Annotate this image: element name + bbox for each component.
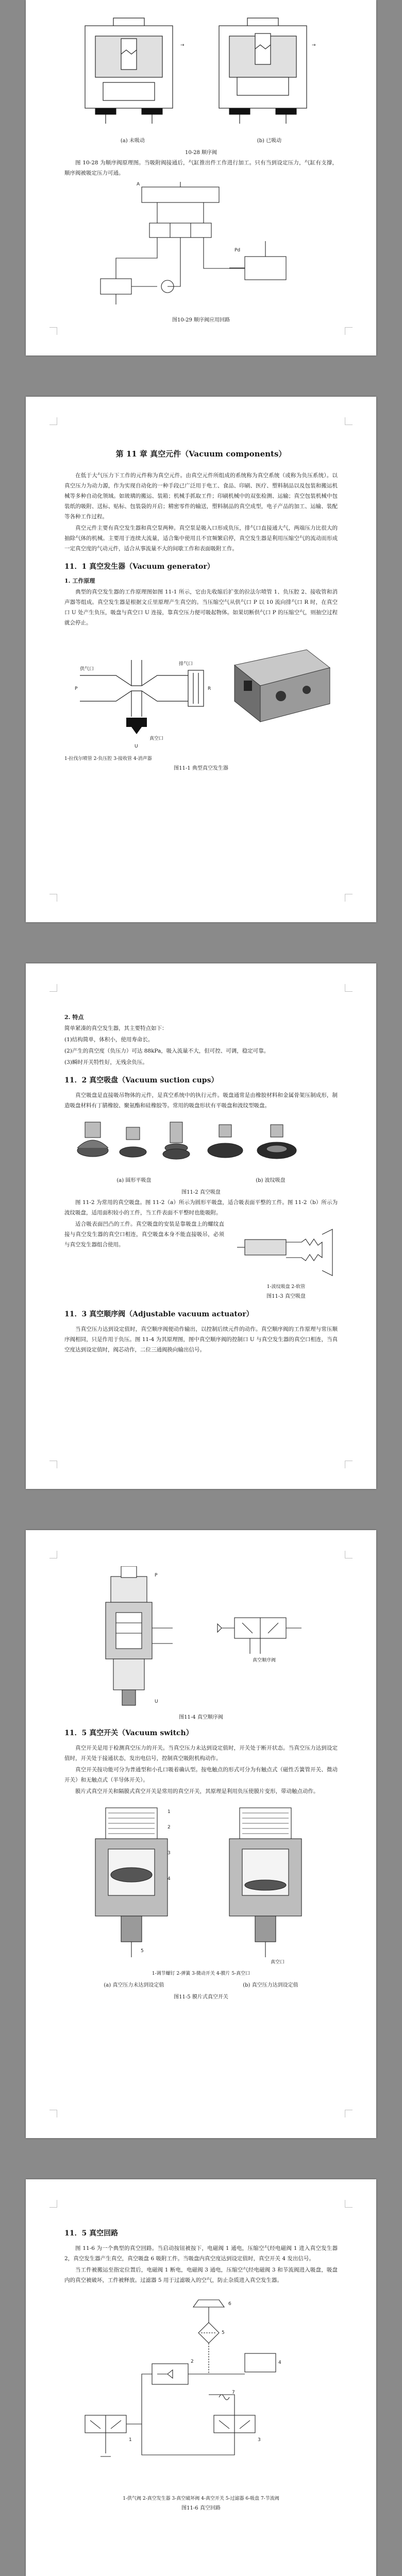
paragraph: 典型的真空发生器的工作原理图如图 11-1 所示，它由先收缩后扩张的拉法尔喷管 1、负压腔 2、接收管和消声器等组成。真空发生器是根据文丘里原理产生真空的。当压缩空气从供气口 P 以 10 流向排气口 R 时，在真空口 U 处产生负压，吸盘与真空口 U 连接，靠真空压力便可吸起物体。如果切断供气口 P 的压缩空气，则抽空过程就会停止。	[64, 589, 338, 626]
svg-text:6: 6	[228, 2301, 231, 2307]
fig-label-a: (a) 圆形平吸盘	[116, 1178, 152, 1183]
feature-item: 简单紧凑的真空发生器，其主要特点如下：	[64, 1025, 167, 1031]
vacuum-generator-figure	[64, 629, 338, 753]
sequence-valve-figure	[64, 15, 338, 134]
subsection-heading: 1. 工作原理	[64, 578, 95, 584]
paragraph: 真空开关是用于检测真空压力的开关。当真空压力未达到设定值时，开关处于断开状态。当真空压力达到设定值时，开关处于接通状态，发出电信号，控制真空吸附机构动作。	[64, 1745, 338, 1761]
paragraph: 真空元件主要有真空发生器和真空泵两种。真空泵是吸入口形成负压，排气口直接通大气，两端压力比很大的抽除气体的机械。主要用于连续大流量，适合集中使用且不宜频繁启停，真空发生器是利用压缩空气的流动而形成一定真空度的气动元件，适合从事流量不大的间歇工作和表面吸附工作。	[64, 525, 338, 552]
section-heading: 11．2 真空吸盘（Vacuum suction cups）	[64, 1076, 219, 1084]
fig-label-a: (a) 未吸动	[120, 138, 145, 144]
svg-text:3: 3	[167, 1851, 171, 1856]
paragraph: 真空吸盘是直接吸吊物体的元件，是真空系统中的执行元件。吸盘通常是由橡胶材料和金属骨架压制成形，制造吸盘材料有丁腈橡胶、聚氨酯和硅橡胶等。常用的吸盘形状有平吸盘和波纹型吸盘。	[64, 1092, 338, 1109]
feature-item: (3)瞬时开关特性好，无残余负压。	[64, 1059, 148, 1065]
subsection-heading: 2. 特点	[64, 1014, 84, 1021]
figure-caption: 图10-29 顺序阀应用回路	[172, 317, 230, 323]
paragraph: 膜片式真空开关和隔膜式真空开关是常用的真空开关，其原理是利用负压使膜片变形，带动触点动作。	[75, 1788, 319, 1794]
paragraph: 当真空压力达到设定值时，真空顺序阀便动作输出，以控制后续元件的动作。真空顺序阀的工作原理与常压顺序阀相同，只是作用于负压。图 11-4 为其原理图，图中真空顺序阀的控制口 U 与真空发生器的真空口相连，当真空度达到设定值时，阀芯动作，二位三通阀换向输出信号。	[64, 1326, 338, 1353]
svg-text:7: 7	[232, 2390, 235, 2395]
figure-caption: 图11-5 膜片式真空开关	[174, 1994, 228, 2000]
paragraph: 适合吸表面凹凸的工件。真空吸盘的安装是靠吸盘上的螺纹直接与真空发生器的真空口相连，真空吸盘本身不能直接吸吊，必须与真空发生器组合使用。	[64, 1221, 224, 1248]
figure-caption: 10-28 顺序阀	[185, 150, 217, 156]
paragraph: 在低于大气压力下工作的元件称为真空元件。由真空元件所组成的系统称为真空系统（或称为负压系统）。以真空压力为动力源，作为实现自动化的一种手段已广泛用于电工、食品、印刷、医疗、塑料制品以及包装和搬运机械等多种自动化领域。如玻璃的搬运、装箱；机械手抓取工件；印刷机械中的双张检测、运输；真空包装机械中包装纸的吸附、送标、贴标、包装袋的开启；精密零件的输送，塑料制品的真空成型，电子产品的加工、运输、装配等各种工作过程。	[64, 472, 338, 520]
svg-text:2: 2	[191, 2359, 194, 2364]
callout-vacuum: 真空口	[271, 1960, 285, 1965]
page-5	[26, 2179, 376, 2576]
svg-text:Pd: Pd	[234, 248, 241, 253]
svg-text:A: A	[137, 182, 140, 187]
svg-text:1: 1	[167, 1809, 171, 1815]
section-heading: 11．5 真空开关（Vacuum switch）	[64, 1729, 193, 1737]
page-2	[26, 397, 376, 922]
figure-caption: 图11-4 真空顺序阀	[179, 1715, 223, 1720]
sequence-valve-circuit	[64, 179, 338, 313]
svg-text:4: 4	[167, 1876, 171, 1882]
paragraph: 图 11-6 为一个典型的真空回路。当启动按钮被按下，电磁阀 1 通电，压缩空气经电磁阀 1 进入真空发生器 2，真空发生器产生真空，真空吸盘 6 吸附工件。当吸盘内真空度达到设定值时，真空开关 4 发出信号。	[64, 2245, 338, 2262]
paragraph: 真空开关按功能可分为普通型和小孔口吸着确认型。按电触点的形式可分为有触点式（磁性舌簧管开关、微动开关）和无触点式（半导体开关）。	[64, 1767, 338, 1783]
svg-text:R: R	[208, 686, 211, 691]
figure-labels: 1-供气阀 2-真空发生器 3-真空破坏阀 4-真空开关 5-过滤器 6-吸盘 7-节流阀	[123, 2496, 279, 2501]
svg-text:→: →	[180, 43, 185, 48]
vacuum-circuit-figure	[64, 2286, 338, 2493]
feature-item: (2)产生的真空度（负压力）可达 88kPa，吸入流量不大，但可控、可调，稳定可靠。	[64, 1048, 270, 1054]
svg-text:U: U	[155, 1699, 158, 1704]
figure-caption: 图11-2 真空吸盘	[181, 1190, 221, 1195]
svg-text:→: →	[312, 43, 316, 48]
section-heading: 11．1 真空发生器（Vacuum generator）	[64, 563, 214, 571]
page-4	[26, 1530, 376, 2138]
svg-text:真空顺序阀: 真空顺序阀	[253, 1658, 276, 1663]
vacuum-sequence-valve-figure	[64, 1566, 338, 1710]
figure-labels: 1-波纹吸盘 2-软管	[266, 1284, 306, 1290]
page-3	[26, 963, 376, 1489]
svg-text:5: 5	[222, 2330, 225, 2335]
svg-text:3: 3	[258, 2437, 261, 2443]
chapter-title: 第 11 章 真空元件（Vacuum components）	[115, 449, 287, 459]
feature-item: (1)结构简单，体积小，使用寿命长。	[64, 1037, 154, 1043]
fig-label-a: (a) 真空压力未达到设定值	[104, 1982, 164, 1988]
section-heading: 11．3 真空顺序阀（Adjustable vacuum actuator）	[64, 1310, 254, 1318]
svg-text:P: P	[155, 1573, 158, 1578]
svg-text:5: 5	[141, 1948, 144, 1954]
callout-vacuum: 真空口	[149, 736, 164, 741]
figure-labels: 1-调节螺钉 2-弹簧 3-微动开关 4-膜片 5-真空口	[152, 1971, 250, 1976]
svg-text:U: U	[135, 744, 138, 749]
paragraph: 图 10-28 为顺序阀原理图。当吸附阀接通后，气缸推出件工作进行加工。只有当到设定压力，气缸有支撑，顺序阀被吸定压力可通。	[64, 160, 338, 176]
paragraph: 当工件被搬运至指定位置后，电磁阀 1 断电，电磁阀 3 通电，压缩空气经电磁阀 3 和节流阀进入吸盘，吸盘内的真空被破坏，工件被释放。过滤器 5 用于过滤吸入的空气，防止杂质进入真空发生器。	[64, 2267, 338, 2283]
fig-label-b: (b) 已吸动	[257, 138, 282, 144]
figure-labels: 1-拉伐尔喷管 2-负压腔 3-接收管 4-消声器	[64, 756, 152, 761]
diaphragm-vacuum-switch-figure	[64, 1798, 338, 1968]
figure-caption: 图11-3 真空吸盘	[266, 1294, 306, 1299]
svg-text:P: P	[75, 686, 78, 691]
figure-caption: 图11-6 真空回路	[181, 2505, 221, 2511]
suction-cups-figure	[64, 1112, 338, 1174]
svg-text:4: 4	[278, 2360, 281, 2365]
fig-label-b: (b) 波纹吸盘	[256, 1178, 286, 1183]
figure-caption: 图11-1 典型真空发生器	[174, 766, 228, 771]
callout-supply: 供气口	[80, 667, 94, 672]
bellows-cup-figure	[234, 1219, 338, 1281]
svg-text:1: 1	[129, 2437, 132, 2443]
section-heading: 11．5 真空回路	[64, 2229, 119, 2238]
page-1	[26, 0, 376, 355]
fig-label-b: (b) 真空压力达到设定值	[243, 1982, 298, 1988]
paragraph: 图 11-2 为常用的真空吸盘。图 11-2（a）所示为圆形平吸盘，适合吸表面平整的工件。图 11-2（b）所示为波纹吸盘，适用面积较小的工件，当工件表面不平整时也能吸附。	[64, 1199, 338, 1216]
callout-exhaust: 排气口	[179, 662, 193, 667]
svg-text:2: 2	[167, 1825, 171, 1830]
